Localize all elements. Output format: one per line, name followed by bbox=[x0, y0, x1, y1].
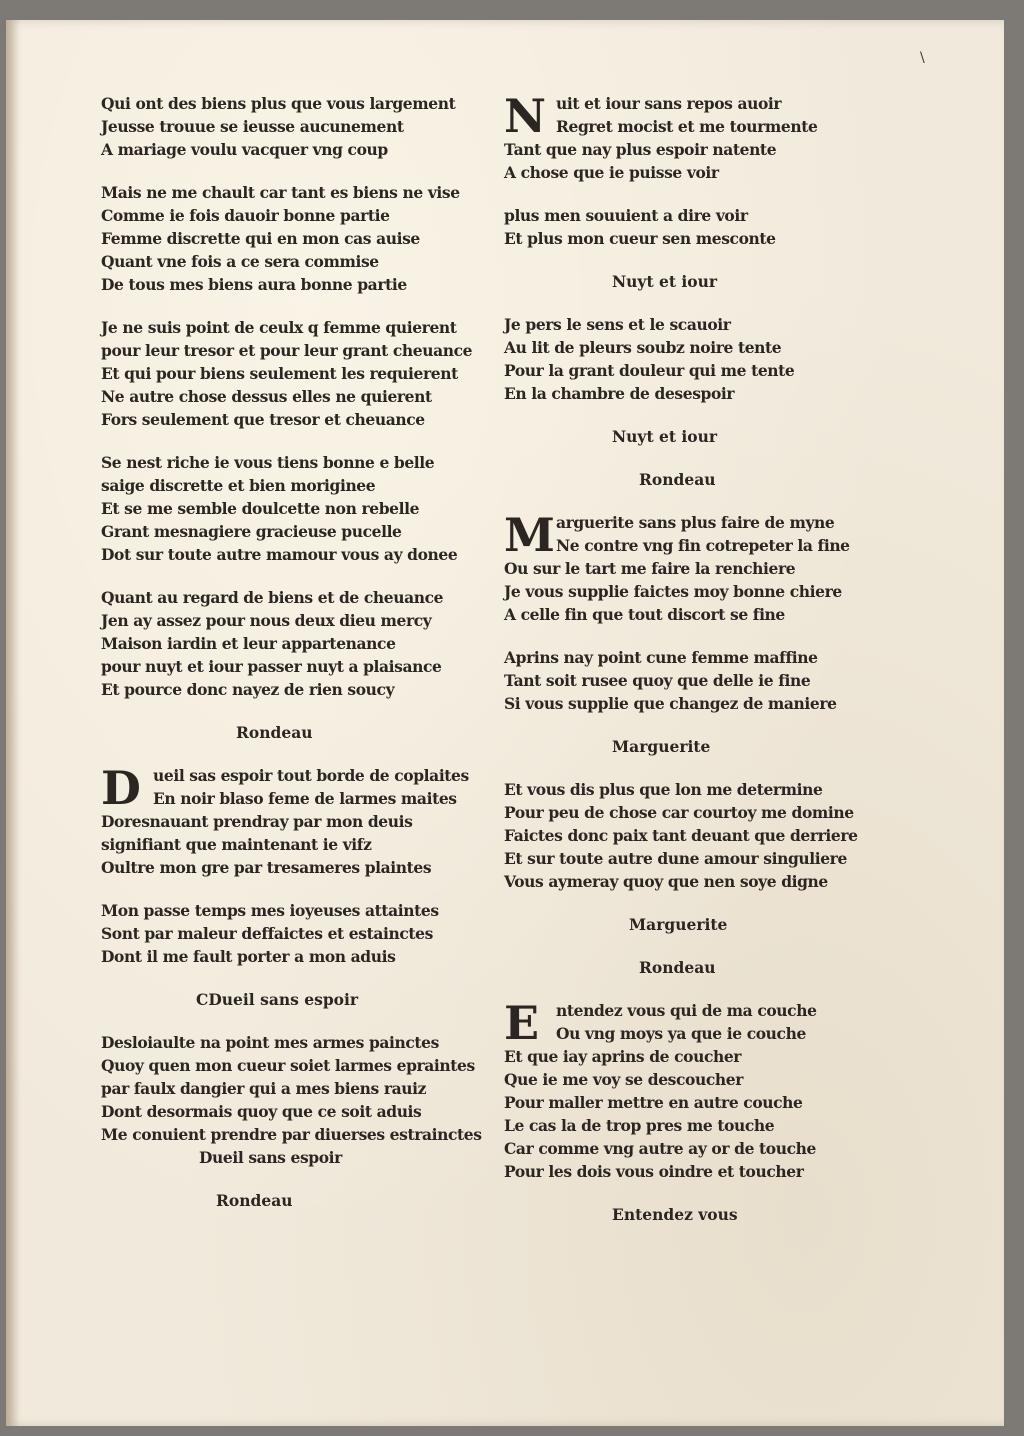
verse-line: Tant que nay plus espoir natente bbox=[504, 140, 777, 159]
refrain: Dueil sans espoir bbox=[199, 1148, 342, 1167]
drop-initial: E bbox=[504, 996, 540, 1050]
stanza bbox=[504, 778, 874, 893]
verse-line: Et plus mon cueur sen mesconte bbox=[504, 229, 776, 248]
stanza bbox=[101, 451, 486, 566]
verse-line: Desloiaulte na point mes armes painctes bbox=[101, 1033, 439, 1052]
verse-line: Tant soit rusee quoy que delle ie fine bbox=[504, 671, 811, 690]
verse-line: Dont desormais quoy que ce soit aduis bbox=[101, 1102, 422, 1121]
rondeau-block bbox=[504, 508, 874, 626]
verse-line: Le cas la de trop pres me touche bbox=[504, 1116, 775, 1135]
verse-line: Grant mesnagiere gracieuse pucelle bbox=[101, 522, 402, 541]
verse-line: Quant vne fois a ce sera commise bbox=[101, 252, 379, 271]
verse-line: Ne contre vng fin cotrepeter la fine bbox=[556, 536, 850, 555]
verse-line: Aprins nay point cune femme maffine bbox=[504, 648, 818, 667]
verse-line: Qui ont des biens plus que vous largement bbox=[101, 94, 456, 113]
verse-line: saige discrette et bien moriginee bbox=[101, 476, 376, 495]
verse-line: Quant au regard de biens et de cheuance bbox=[101, 588, 444, 607]
verse-line: Vous aymeray quoy que nen soye digne bbox=[504, 872, 828, 891]
verse-line: Et qui pour biens seulement les requierent bbox=[101, 364, 458, 383]
refrain: Marguerite bbox=[629, 915, 728, 934]
right-column bbox=[504, 89, 874, 1246]
drop-initial: D bbox=[101, 761, 141, 815]
verse-line: Et vous dis plus que lon me determine bbox=[504, 780, 823, 799]
verse-line: A celle fin que tout discort se fine bbox=[504, 605, 785, 624]
verse-line: par faulx dangier qui a mes biens rauiz bbox=[101, 1079, 427, 1098]
verse-line: Mais ne me chault car tant es biens ne vise bbox=[101, 183, 460, 202]
verse-line: Maison iardin et leur appartenance bbox=[101, 634, 396, 653]
verse-line: Fors seulement que tresor et cheuance bbox=[101, 410, 425, 429]
verse-line: Je vous supplie faictes moy bonne chiere bbox=[504, 582, 842, 601]
rondeau-block bbox=[504, 89, 874, 184]
stanza-lines bbox=[101, 1031, 486, 1146]
verse-line: pour leur tresor et pour leur grant cheuance bbox=[101, 341, 473, 360]
verse-line: Jeusse trouue se ieusse aucunement bbox=[101, 117, 404, 136]
verse-line: Comme ie fois dauoir bonne partie bbox=[101, 206, 390, 225]
verse-line: plus men souuient a dire voir bbox=[504, 206, 748, 225]
verse-line: uit et iour sans repos auoir bbox=[556, 94, 782, 113]
stanza bbox=[101, 316, 486, 431]
verse-line: signifiant que maintenant ie vifz bbox=[101, 835, 372, 854]
verse-line: Jen ay assez pour nous deux dieu mercy bbox=[101, 611, 432, 630]
rondeau-block bbox=[504, 996, 874, 1183]
verse-line: Quoy quen mon cueur soiet larmes epraintes bbox=[101, 1056, 475, 1075]
stanza bbox=[101, 181, 486, 296]
verse-line: arguerite sans plus faire de myne bbox=[556, 513, 835, 532]
heading-mark: C bbox=[196, 990, 209, 1009]
verse-line: A chose que ie puisse voir bbox=[504, 163, 719, 182]
verse-line: ntendez vous qui de ma couche bbox=[556, 1001, 817, 1020]
verse-line: Dont il me fault porter a mon aduis bbox=[101, 947, 396, 966]
verse-line: Je pers le sens et le scauoir bbox=[504, 315, 731, 334]
heading-text: Dueil sans espoir bbox=[208, 990, 359, 1009]
stanza bbox=[504, 89, 874, 184]
verse-line: Ou sur le tart me faire la renchiere bbox=[504, 559, 796, 578]
verse-line: Je ne suis point de ceulx q femme quierent bbox=[101, 318, 457, 337]
stanza bbox=[504, 204, 874, 250]
page-gutter-shadow bbox=[6, 20, 20, 1426]
stanza bbox=[101, 899, 486, 968]
stanza bbox=[101, 761, 486, 879]
verse-line: Et pource donc nayez de rien soucy bbox=[101, 680, 395, 699]
section-heading: Rondeau bbox=[236, 723, 313, 742]
section-heading: Rondeau bbox=[216, 1191, 293, 1210]
verse-line: Et que iay aprins de coucher bbox=[504, 1047, 742, 1066]
verse-line: Pour peu de chose car courtoy me domine bbox=[504, 803, 854, 822]
stanza bbox=[504, 508, 874, 626]
verse-line: Pour la grant douleur qui me tente bbox=[504, 361, 795, 380]
verse-line: En la chambre de desespoir bbox=[504, 384, 735, 403]
section-heading: Rondeau bbox=[639, 958, 716, 977]
verse-line: Et se me semble doulcette non rebelle bbox=[101, 499, 420, 518]
verse-line: Se nest riche ie vous tiens bonne e belle bbox=[101, 453, 435, 472]
verse-line: Femme discrette qui en mon cas auise bbox=[101, 229, 420, 248]
left-column bbox=[101, 92, 486, 1232]
stanza bbox=[101, 92, 486, 161]
verse-line: Pour maller mettre en autre couche bbox=[504, 1093, 803, 1112]
verse-line: Car comme vng autre ay or de touche bbox=[504, 1139, 816, 1158]
verse-line: ueil sas espoir tout borde de coplaites bbox=[153, 766, 469, 785]
verse-line: Dot sur toute autre mamour vous ay donee bbox=[101, 545, 458, 564]
verse-line: Doresnauant prendray par mon deuis bbox=[101, 812, 413, 831]
drop-initial: M bbox=[504, 508, 555, 562]
stanza bbox=[101, 1031, 486, 1169]
verse-line: Sont par maleur deffaictes et estainctes bbox=[101, 924, 433, 943]
refrain: Nuyt et iour bbox=[612, 272, 718, 291]
verse-line: pour nuyt et iour passer nuyt a plaisance bbox=[101, 657, 442, 676]
verse-line: Oultre mon gre par tresameres plaintes bbox=[101, 858, 432, 877]
verse-line: Faictes donc paix tant deuant que derriere bbox=[504, 826, 858, 845]
stanza bbox=[504, 996, 874, 1183]
verse-line: Au lit de pleurs soubz noire tente bbox=[504, 338, 782, 357]
verse-line: Pour les dois vous oindre et toucher bbox=[504, 1162, 804, 1181]
verse-line: De tous mes biens aura bonne partie bbox=[101, 275, 407, 294]
stanza bbox=[504, 313, 874, 405]
verse-line: Me conuient prendre par diuerses estrainctes bbox=[101, 1125, 482, 1144]
corner-mark: \ bbox=[920, 50, 925, 66]
section-heading: Rondeau bbox=[639, 470, 716, 489]
stanza bbox=[504, 646, 874, 715]
verse-line: Si vous supplie que changez de maniere bbox=[504, 694, 837, 713]
verse-line: En noir blaso feme de larmes maites bbox=[153, 789, 457, 808]
book-page bbox=[6, 20, 1004, 1426]
refrain: Nuyt et iour bbox=[612, 427, 718, 446]
drop-initial: N bbox=[504, 89, 547, 143]
rondeau-block bbox=[101, 761, 486, 879]
verse-line: Mon passe temps mes ioyeuses attaintes bbox=[101, 901, 439, 920]
verse-line: Ne autre chose dessus elles ne quierent bbox=[101, 387, 432, 406]
stanza bbox=[101, 586, 486, 701]
verse-line: Ou vng moys ya que ie couche bbox=[556, 1024, 806, 1043]
refrain: Marguerite bbox=[612, 737, 711, 756]
verse-line: Regret mocist et me tourmente bbox=[556, 117, 818, 136]
section-heading bbox=[101, 988, 486, 1011]
refrain: Entendez vous bbox=[612, 1205, 738, 1224]
verse-line: Que ie me voy se descoucher bbox=[504, 1070, 743, 1089]
verse-line: Et sur toute autre dune amour singuliere bbox=[504, 849, 847, 868]
verse-line: A mariage voulu vacquer vng coup bbox=[101, 140, 388, 159]
